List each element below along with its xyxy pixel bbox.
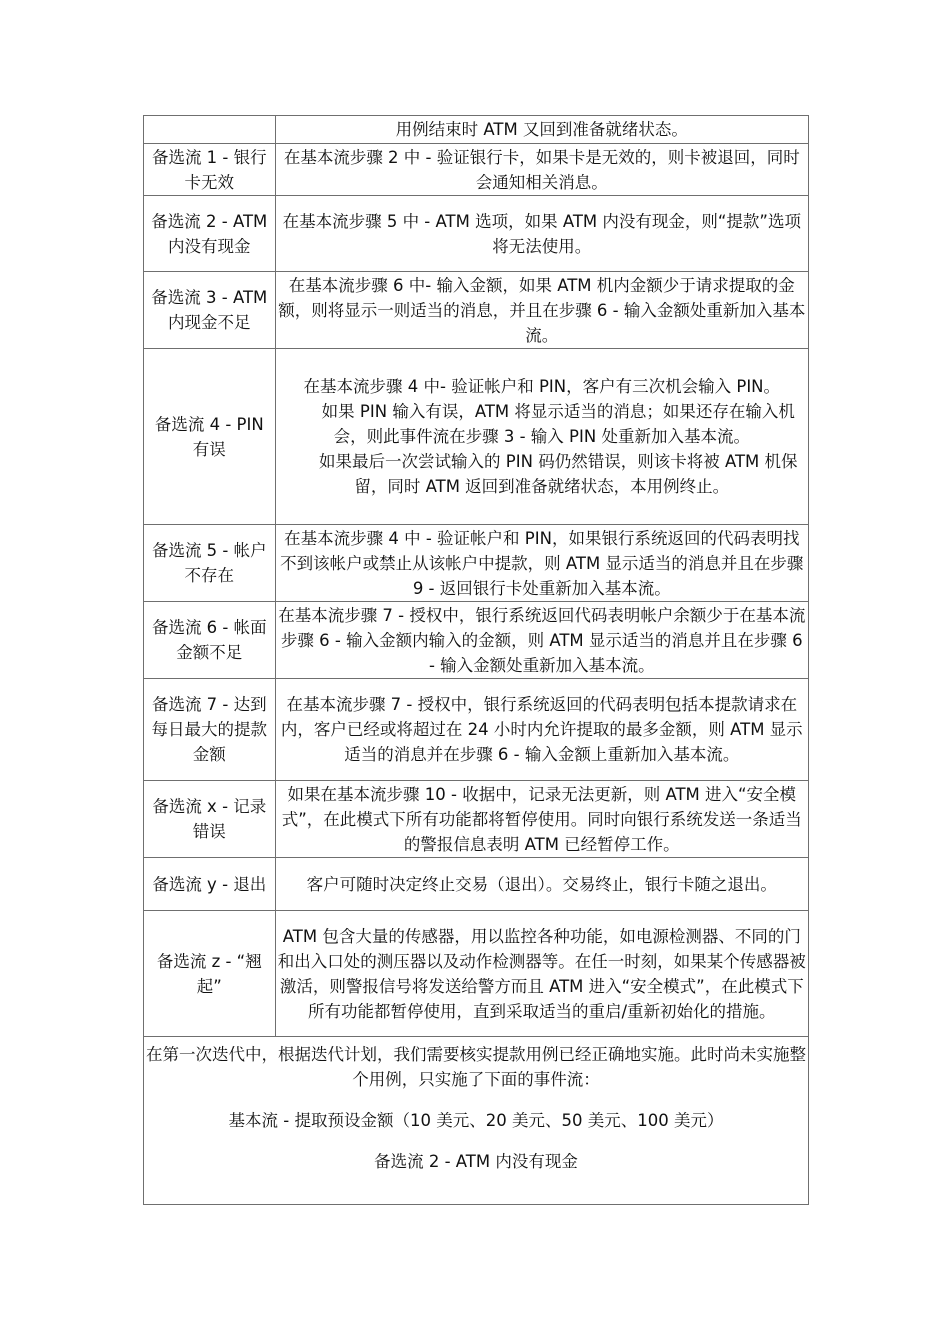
flow-label: 备选流 z - “翘起” [144, 911, 276, 1037]
flow-description [275, 679, 808, 781]
table-row [144, 679, 809, 781]
flow-label: 备选流 x - 记录错误 [144, 781, 276, 858]
flow-description [275, 781, 808, 858]
flow-description [275, 602, 808, 679]
description-paragraph: 在基本流步骤 2 中 - 验证银行卡，如果卡是无效的，则卡被退回，同时会通知相关消息。 [283, 147, 800, 192]
flow-label: 备选流 y - 退出 [144, 858, 276, 911]
flow-description [275, 196, 808, 272]
flow-label: 备选流 2 - ATM 内没有现金 [144, 196, 276, 272]
description-paragraph: 如果 PIN 输入有误，ATM 将显示适当的消息；如果还存在输入机会，则此事件流在步骤 3 - 输入 PIN 处重新加入基本流。 [321, 402, 795, 446]
description-paragraph: 客户可随时决定终止交易（退出）。交易终止，银行卡随之退出。 [306, 874, 777, 894]
flow-label [144, 116, 276, 144]
summary-alt-flow: 备选流 2 - ATM 内没有现金 [374, 1151, 578, 1171]
description-paragraph: 在基本流步骤 5 中 - ATM 选项，如果 ATM 内没有现金，则“提款”选项将无法使用。 [282, 211, 801, 256]
flow-label: 备选流 3 - ATM 内现金不足 [144, 272, 276, 349]
flow-label: 备选流 1 - 银行卡无效 [144, 144, 276, 196]
flow-label: 备选流 6 - 帐面金额不足 [144, 602, 276, 679]
summary-basic-flow: 基本流 - 提取预设金额（10 美元、20 美元、50 美元、100 美元） [228, 1110, 724, 1130]
summary-cell [144, 1037, 809, 1205]
flow-description [275, 144, 808, 196]
summary-intro: 在第一次迭代中，根据迭代计划，我们需要核实提款用例已经正确地实施。此时尚未实施整个用例，只实施了下面的事件流： [146, 1044, 806, 1089]
table-row [144, 525, 809, 602]
flow-description [275, 116, 808, 144]
flow-description [275, 525, 808, 602]
table-row [144, 349, 809, 525]
flow-description [275, 349, 808, 525]
description-paragraph: 在基本流步骤 7 - 授权中，银行系统返回代码表明帐户余额少于在基本流步骤 6 - 输入金额内输入的金额，则 ATM 显示适当的消息并且在步骤 6 - 输入金额处重新加入基本流。 [278, 605, 806, 675]
table-row [144, 144, 809, 196]
description-paragraph: ATM 包含大量的传感器，用以监控各种功能，如电源检测器、不同的门和出入口处的测压器以及动作检测器等。在任一时刻，如果某个传感器被激活，则警报信号将发送给警方而且 ATM 进入“安全模式”，在此模式下所有功能都暂停使用，直到采取适当的重启/重新初始化的措施。 [277, 926, 806, 1021]
flow-description [275, 858, 808, 911]
table-row [144, 602, 809, 679]
table-row [144, 858, 809, 911]
description-paragraph: 在基本流步骤 7 - 授权中，银行系统返回的代码表明包括本提款请求在内，客户已经或将超过在 24 小时内允许提取的最多金额，则 ATM 显示适当的消息并在步骤 6 - 输入金额上重新加入基本流。 [280, 695, 803, 764]
table-row [144, 116, 809, 144]
flow-label: 备选流 5 - 帐户不存在 [144, 525, 276, 602]
table-row [144, 196, 809, 272]
description-paragraph: 在基本流步骤 6 中- 输入金额，如果 ATM 机内金额少于请求提取的金额，则将显示一则适当的消息，并且在步骤 6 - 输入金额处重新加入基本流。 [278, 275, 806, 345]
description-paragraph: 如果在基本流步骤 10 - 收据中，记录无法更新，则 ATM 进入“安全模式”，在此模式下所有功能都将暂停使用。同时向银行系统发送一条适当的警报信息表明 ATM 已经暂停工作。 [281, 784, 802, 854]
summary-row [144, 1037, 809, 1205]
flow-description [275, 272, 808, 349]
table-row [144, 781, 809, 858]
flow-label: 备选流 4 - PIN 有误 [144, 349, 276, 525]
description-paragraph: 用例结束时 ATM 又回到准备就绪状态。 [395, 120, 688, 139]
description-paragraph: 在基本流步骤 4 中- 验证帐户和 PIN，客户有三次机会输入 PIN。 [303, 377, 781, 396]
flow-description [275, 911, 808, 1037]
description-paragraph: 如果最后一次尝试输入的 PIN 码仍然错误，则该卡将被 ATM 机保留，同时 ATM 返回到准备就绪状态，本用例终止。 [319, 452, 798, 496]
table-row [144, 911, 809, 1037]
description-paragraph: 在基本流步骤 4 中 - 验证帐户和 PIN，如果银行系统返回的代码表明找不到该帐户或禁止从该帐户中提款，则 ATM 显示适当的消息并且在步骤 9 - 返回银行卡处重新加入基本流。 [280, 528, 804, 598]
flow-table [143, 115, 809, 1205]
flow-label: 备选流 7 - 达到每日最大的提款金额 [144, 679, 276, 781]
table-row [144, 272, 809, 349]
